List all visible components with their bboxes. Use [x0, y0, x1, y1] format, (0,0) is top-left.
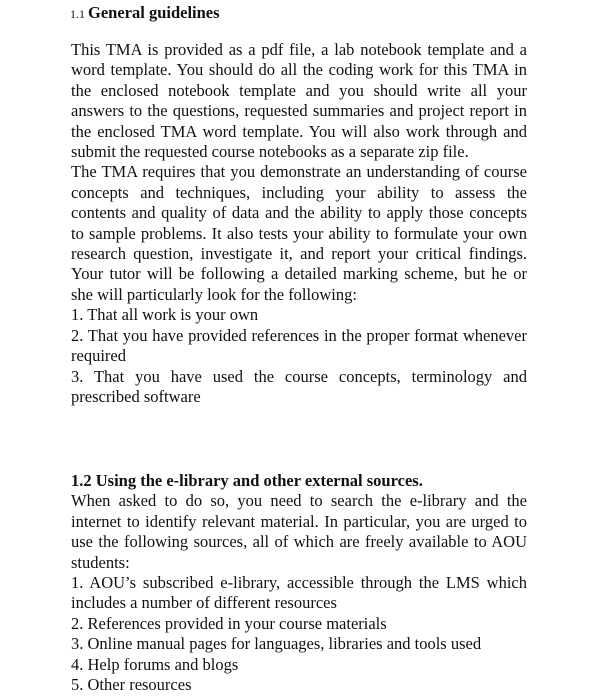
- list-item: 3. That you have used the course concepts, terminology and prescribed software: [71, 366, 527, 406]
- section-title: General guidelines: [88, 3, 220, 22]
- paragraph-tma-overview: This TMA is provided as a pdf file, a lab notebook template and a word template. You should do all the coding work for this TMA in the enclosed notebook template and you should write all your answers to the questions, requested summaries and project report in the enclosed TMA word template. You will also work through and submit the requested course notebooks as a separate zip file.: [71, 40, 527, 162]
- paragraph-e-library-intro: When asked to do so, you need to search the e-library and the internet to identify relevant material. In particular, you are urged to use the following sources, all of which are freely available to AOU students:: [71, 491, 527, 572]
- list-item: 4. Help forums and blogs: [71, 654, 239, 674]
- list-item: 2. References provided in your course materials: [71, 613, 387, 633]
- list-item: 2. That you have provided references in the proper format whenever required: [71, 325, 527, 366]
- list-item: 1. That all work is your own: [71, 305, 259, 325]
- section-number: 1.1: [70, 7, 85, 21]
- list-item: 5. Other resources: [71, 675, 192, 695]
- section-heading-e-library: 1.2 Using the e-library and other external sources.: [71, 471, 423, 490]
- list-item: 3. Online manual pages for languages, libraries and tools used: [71, 634, 482, 654]
- section-heading-general-guidelines: [70, 3, 220, 24]
- list-item: 1. AOU’s subscribed e-library, accessible through the LMS which includes a number of different resources: [71, 573, 527, 613]
- section-e-library-body: [71, 471, 527, 695]
- section-general-guidelines-body: [71, 40, 527, 407]
- paragraph-tma-requirements: The TMA requires that you demonstrate an understanding of course concepts and techniques, including your ability to assess the contents and quality of data and the ability to apply those concepts to sample problems. It also tests your ability to formulate your own research question, investigate it, and report your critical findings. Your tutor will be following a detailed marking scheme, but he or she will particularly look for the following:: [71, 162, 527, 304]
